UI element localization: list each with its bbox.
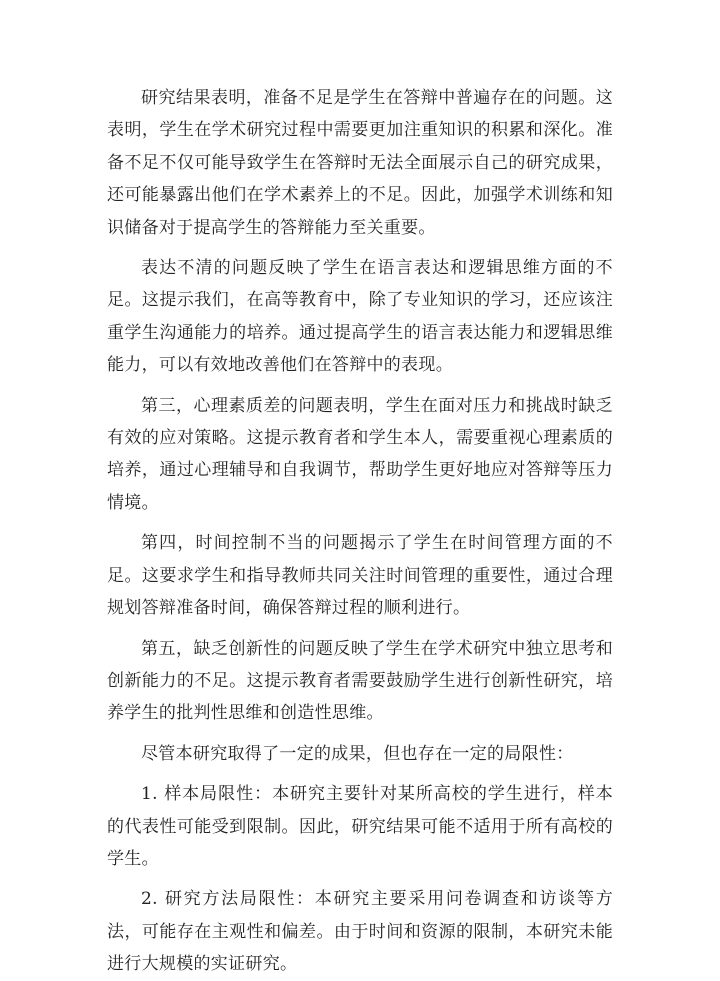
paragraph-preparation: 研究结果表明，准备不足是学生在答辩中普遍存在的问题。这表明，学生在学术研究过程中需要更加注重知识的积累和深化。准备不足不仅可能导致学生在答辩时无法全面展示自己的研究成果，还可能暴露出他们在学术素养上的不足。因此，加强学术训练和知识储备对于提高学生的答辩能力至关重要。 <box>107 88 613 238</box>
paragraph-limitations-intro: 尽管本研究取得了一定的成果，但也存在一定的局限性： <box>141 743 574 764</box>
paragraph-innovation: 第五，缺乏创新性的问题反映了学生在学术研究中独立思考和创新能力的不足。这提示教育者需要鼓励学生进行创新性研究，培养学生的批判性思维和创造性思维。 <box>107 638 613 724</box>
paragraph-expression: 表达不清的问题反映了学生在语言表达和逻辑思维方面的不足。这提示我们，在高等教育中，除了专业知识的学习，还应该注重学生沟通能力的培养。通过提高学生的语言表达能力和逻辑思维能力，可以有效地改善他们在答辩中的表现。 <box>107 258 613 376</box>
paragraph-psychology: 第三，心理素质差的问题表明，学生在面对压力和挑战时缺乏有效的应对策略。这提示教育者和学生本人，需要重视心理素质的培养，通过心理辅导和自我调节，帮助学生更好地应对答辩等压力情境。 <box>107 395 613 513</box>
document-body <box>107 82 613 981</box>
list-item-sample-limitation: 1. 样本局限性：本研究主要针对某所高校的学生进行，样本的代表性可能受到限制。因此，研究结果可能不适用于所有高校的学生。 <box>107 784 613 869</box>
list-item-method-limitation: 2. 研究方法局限性：本研究主要采用问卷调查和访谈等方法，可能存在主观性和偏差。由于时间和资源的限制，本研究未能进行大规模的实证研究。 <box>107 889 613 975</box>
paragraph-time-control: 第四，时间控制不当的问题揭示了学生在时间管理方面的不足。这要求学生和指导教师共同关注时间管理的重要性，通过合理规划答辩准备时间，确保答辩过程的顺利进行。 <box>107 533 613 619</box>
